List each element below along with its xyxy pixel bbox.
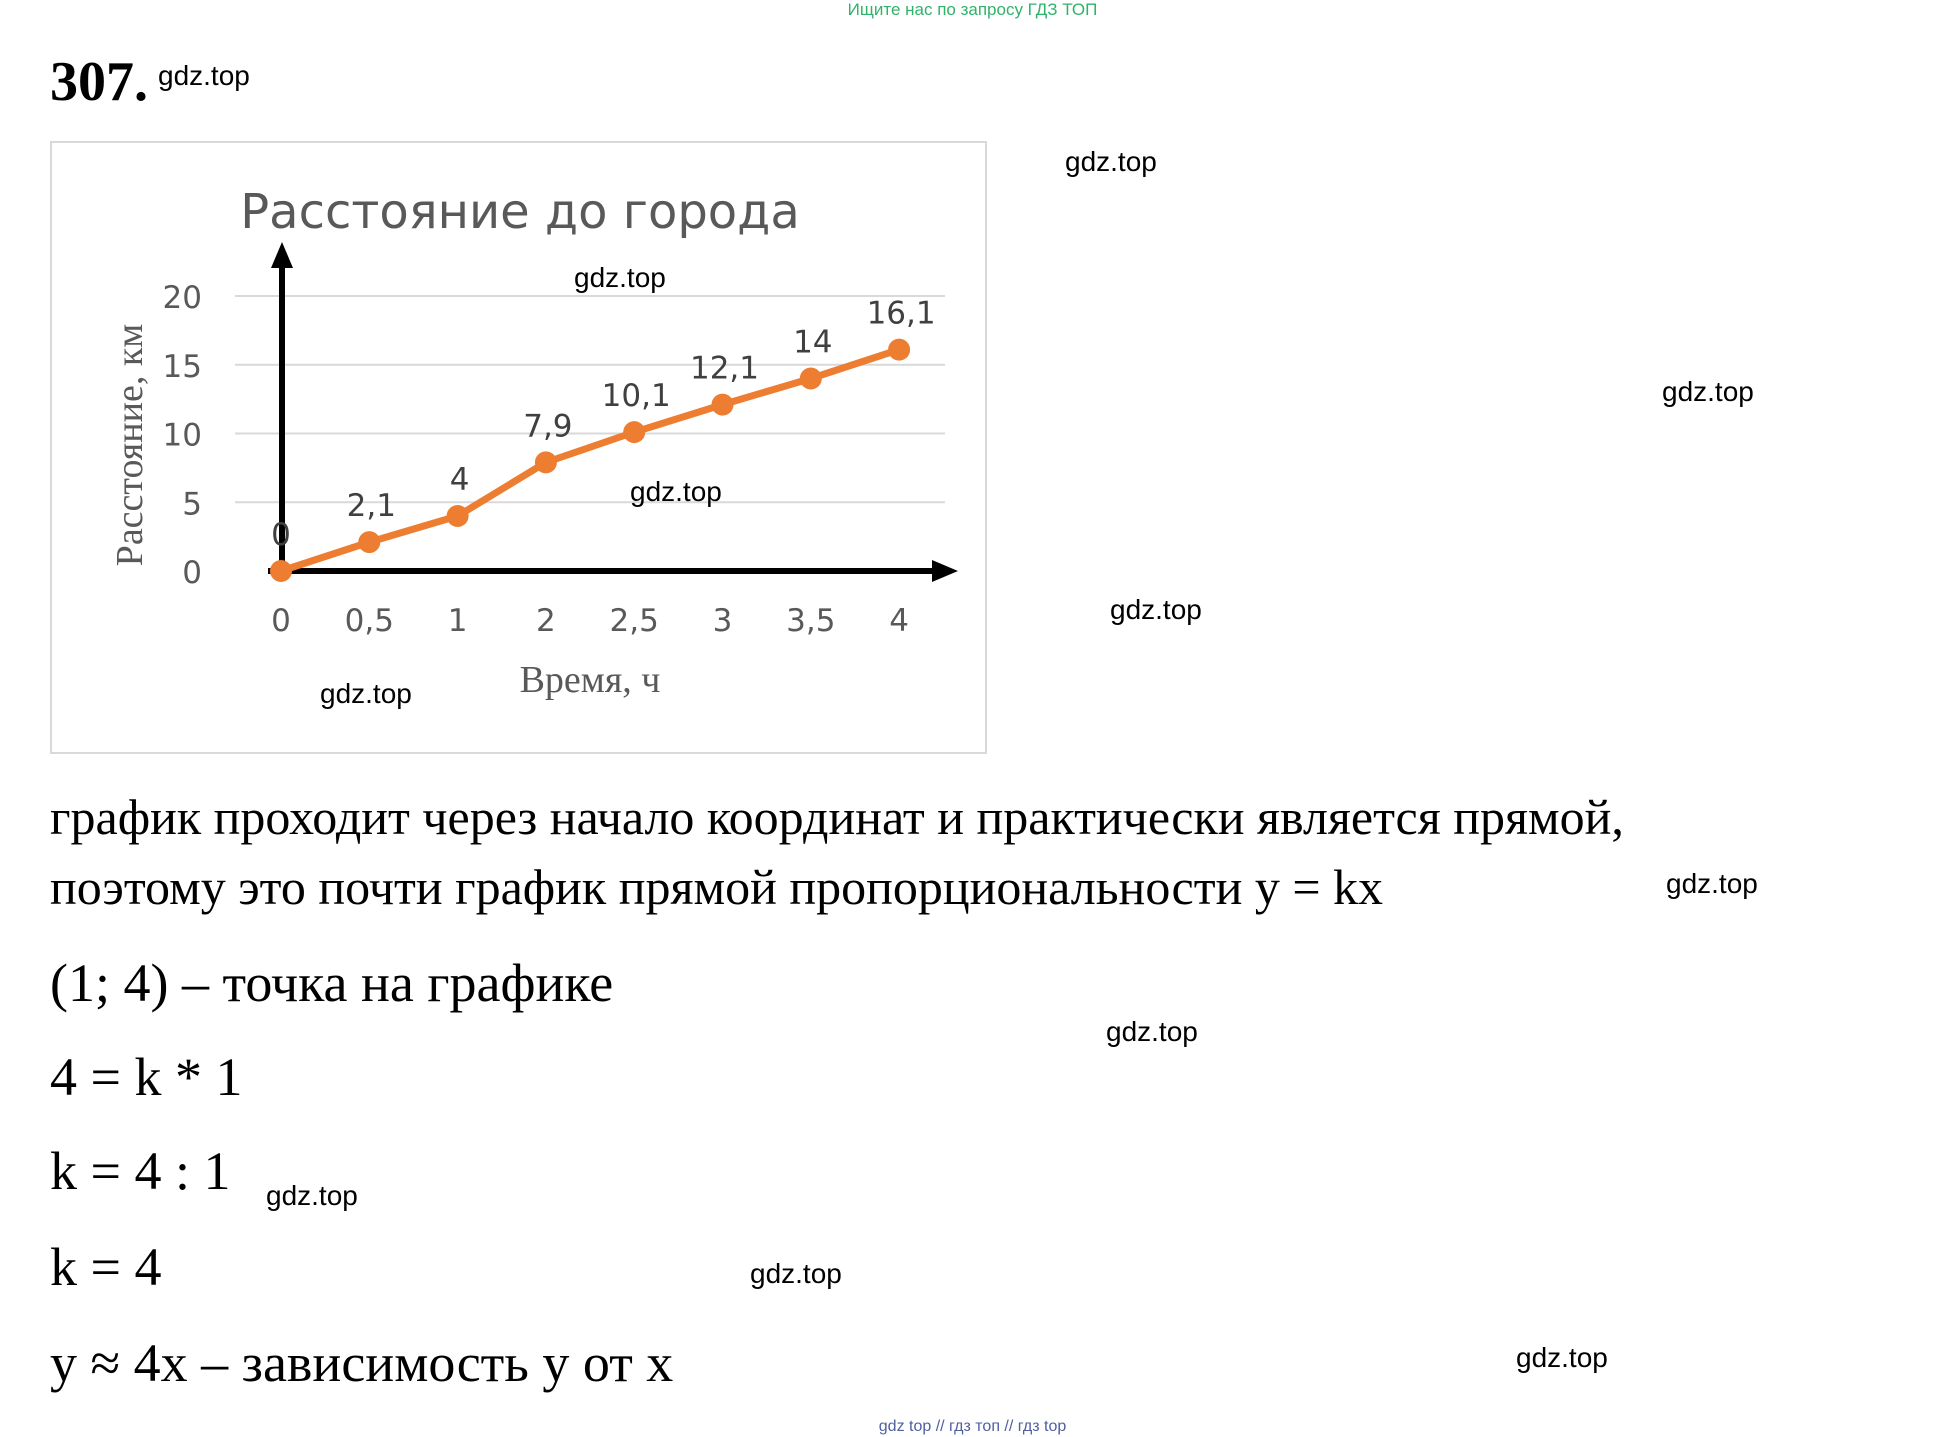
watermark: gdz.top	[158, 60, 250, 91]
watermark: gdz.top	[1110, 594, 1202, 625]
data-point	[447, 505, 469, 527]
equation-2: k = 4 : 1	[50, 1141, 231, 1201]
data-label: 0	[271, 517, 291, 553]
explanation-line-1: график проходит через начало координат и практически является прямой,	[50, 789, 1624, 845]
watermark: gdz.top	[1065, 146, 1157, 177]
x-tick-label: 3,5	[786, 603, 836, 639]
data-point	[888, 339, 910, 361]
x-tick-label: 0	[271, 603, 291, 639]
data-label: 10,1	[601, 378, 671, 415]
x-tick-label: 2	[536, 603, 556, 639]
x-tick-label: 3	[712, 603, 733, 639]
watermark: gdz.top	[1662, 376, 1754, 407]
x-tick-label: 1	[447, 603, 468, 639]
x-tick-label: 0,5	[344, 603, 394, 639]
watermark: gdz.top	[750, 1258, 842, 1289]
point-on-graph: (1; 4) – точка на графике	[50, 953, 614, 1013]
watermark: gdz.top	[1106, 1016, 1198, 1047]
problem-number: 307.	[50, 51, 148, 113]
bottom-banner: gdz top // гдз топ // гдз top	[878, 1418, 1067, 1435]
x-axis-arrow-icon	[932, 560, 958, 582]
data-label: 2,1	[346, 488, 396, 525]
data-label: 7,9	[523, 408, 573, 445]
chart-x-axis-label: Время, ч	[519, 659, 661, 701]
data-label: 4	[449, 462, 470, 498]
chart-y-axis-label: Расстояние, км	[109, 323, 151, 567]
data-point	[623, 421, 645, 443]
y-tick-label: 10	[162, 417, 202, 454]
data-label: 16,1	[866, 295, 936, 332]
watermark: gdz.top	[266, 1180, 358, 1211]
watermark: gdz.top	[320, 678, 412, 709]
data-point	[358, 531, 380, 553]
equation-1: 4 = k * 1	[50, 1047, 243, 1107]
chart-title: Расстояние до города	[240, 184, 800, 240]
y-tick-label: 20	[162, 280, 202, 316]
x-tick-label: 2,5	[609, 603, 659, 639]
y-tick-label: 5	[182, 486, 202, 523]
equation-3: k = 4	[50, 1237, 162, 1297]
data-label: 14	[793, 324, 833, 361]
data-point	[800, 368, 822, 390]
data-label: 12,1	[689, 350, 760, 387]
y-axis-arrow-icon	[271, 242, 293, 268]
explanation-line-2: поэтому это почти график прямой пропорциональности y = kx	[50, 859, 1384, 915]
watermark: gdz.top	[574, 262, 666, 293]
y-tick-label: 15	[162, 348, 202, 385]
data-point	[712, 394, 734, 416]
watermark: gdz.top	[1516, 1342, 1608, 1373]
x-tick-label: 4	[889, 603, 909, 639]
y-tick-label: 0	[182, 555, 202, 591]
watermark: gdz.top	[1666, 868, 1758, 899]
data-point	[270, 560, 292, 582]
conclusion: y ≈ 4x – зависимость y от x	[50, 1333, 674, 1393]
watermark: gdz.top	[630, 476, 722, 507]
data-point	[535, 451, 557, 473]
top-banner: Ищите нас по запросу ГДЗ ТОП	[847, 0, 1098, 19]
